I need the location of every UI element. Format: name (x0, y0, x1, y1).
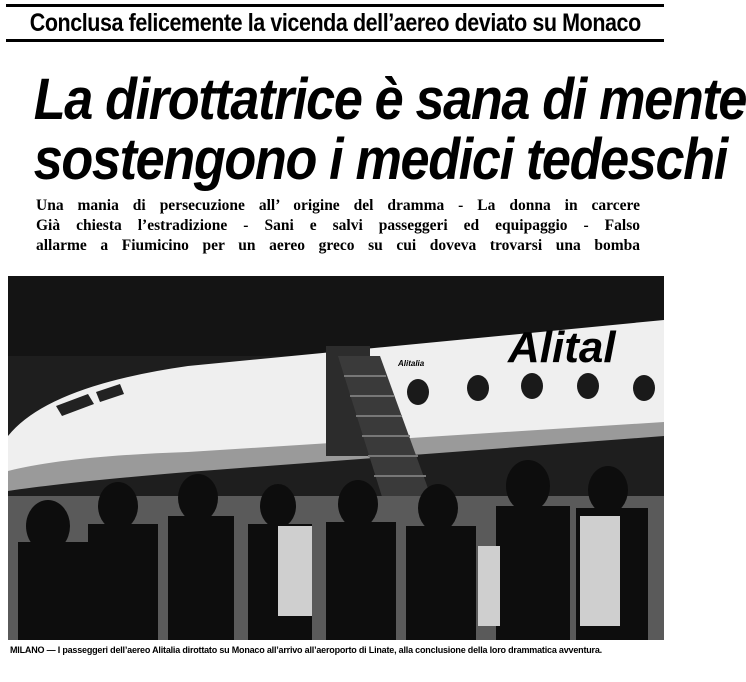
main-headline-line-1: La dirottatrice è sana di mente (33, 67, 746, 132)
main-headline-line-2: sostengono i medici tedeschi (33, 127, 727, 192)
kicker-headline: Conclusa felicemente la vicenda dell’aereo deviato su Monaco (29, 8, 641, 37)
photo-caption (10, 644, 664, 656)
subheadline-line-1: Una mania di persecuzione all’ origine del dramma - La donna in carcere (36, 197, 640, 214)
subheadline-line-2: Già chiesta l’estradizione - Sani e salvi passeggeri ed equipaggio - Falso (36, 217, 640, 234)
livery-small-text: Alitalia (398, 359, 425, 368)
caption-text: I passeggeri dell’aereo Alitalia dirottato su Monaco all’arrivo all’aeroporto di Linate, alla conclusione della loro drammatica avventura. (57, 645, 602, 655)
livery-text: Alital (508, 323, 616, 372)
subheadline-line-3: allarme a Fiumicino per un aereo greco su cui doveva trovarsi una bomba (36, 237, 640, 254)
caption-dateline: MILANO — (10, 645, 56, 655)
airplane-crowd-photo (8, 276, 664, 640)
kicker-box (6, 4, 664, 42)
news-photo (8, 276, 664, 640)
